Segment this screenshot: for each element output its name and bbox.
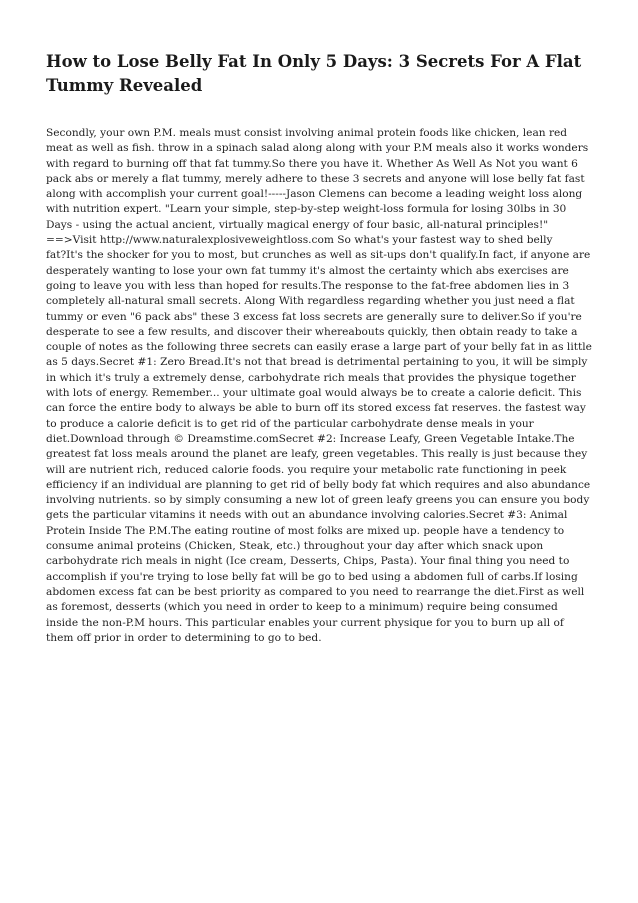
article-title: How to Lose Belly Fat In Only 5 Days: 3 Secrets For A Flat Tummy Revealed <box>46 52 582 95</box>
article-body: Secondly, your own P.M. meals must consist involving animal protein foods like chicken, lean red meat as well as fish. throw in a spinach salad along along with your P.M meals also it works wonders with regard to burning off that fat tummy.So there you have it. Whether As Well As Not you want 6 pack abs or merely a flat tummy, merely adhere to these 3 secrets and anyone will lose belly fat fast along with accomplish your current goal!-----Jason Clemens can become a leading weight loss along with nutrition expert. "Learn your simple, step-by-step weight-loss formula for losing 30lbs in 30 Days - using the actual ancient, virtually magical energy of four basic, all-natural principles!" ==>Visit http://www.naturalexplosiveweightloss.com So what's your fastest way to shed belly fat?It's the shocker for you to most, but crunches as well as sit-ups don't qualify.In fact, if anyone are desperately wanting to lose your own fat tummy it's almost the certainty which abs exercises are going to leave you with less than hoped for results.The response to the fat-free abdomen lies in 3 completely all-natural small secrets. Along With regardless regarding whether you just need a flat tummy or even "6 pack abs" these 3 excess fat loss secrets are generally sure to deliver.So if you're desperate to see a few results, and discover their whereabouts quickly, then obtain ready to take a couple of notes as the following three secrets can easily erase a large part of your belly fat in as little as 5 days.Secret #1: Zero Bread.It's not that bread is detrimental pertaining to you, it will be simply in which it's truly a extremely dense, carbohydrate rich meals that provides the physique together with lots of energy. Remember... your ultimate goal would always be to create a calorie deficit. This can force the entire body to always be able to burn off its stored excess fat reserves. the fastest way to produce a calorie deficit is to get rid of the particular carbohydrate dense meals in your diet.Download through © Dreamstime.comSecret #2: Increase Leafy, Green Vegetable Intake.The greatest fat loss meals around the planet are leafy, green vegetables. This really is just because they will are nutrient rich, reduced calorie foods. you require your metabolic rate functioning in peek efficiency if an individual are planning to get rid of belly body fat which requires and also abundance involving nutrients. so by simply consuming a new lot of green leafy greens you can ensure you body gets the particular vitamins it needs with out an abundance involving calories.Secret #3: Animal Protein Inside The P.M.The eating routine of most folks are mixed up. people have a tendency to consume animal proteins (Chicken, Steak, etc.) throughout your day after which snack upon carbohydrate rich meals in night (Ice cream, Desserts, Chips, Pasta). Your final thing you need to accomplish if you're trying to lose belly fat will be go to bed using a abdomen full of carbs.If losing abdomen excess fat can be best priority as compared to you need to rearrange the diet.First as well as foremost, desserts (which you need in order to keep to a minimum) require being consumed inside the non-P.M hours. This particular enables your current physique for you to burn up all of them off prior in order to determining to go to bed. <box>46 127 592 644</box>
